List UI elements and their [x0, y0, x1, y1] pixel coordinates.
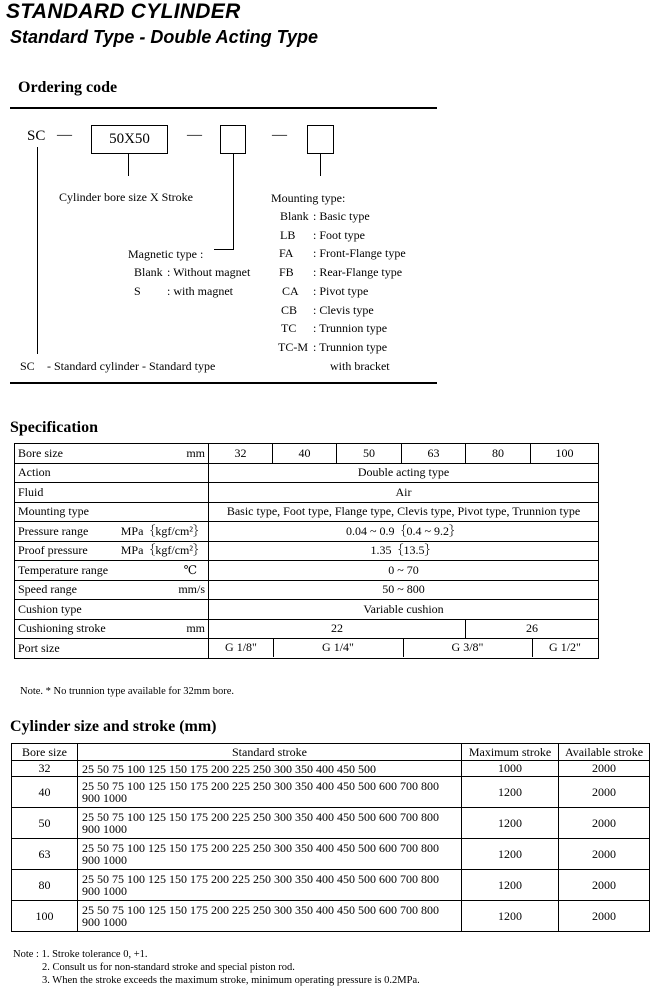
ordering-bottom-rule [10, 382, 437, 384]
bore-value: 80 [466, 444, 531, 464]
spec-row-cushioning [15, 619, 599, 639]
spec-value: G 1/2" [549, 640, 581, 655]
mounting-code: CB [281, 303, 298, 317]
mounting-code: TC [281, 321, 297, 335]
spec-value: Basic type, Foot type, Flange type, Clevis type, Pivot type, Trunnion type [209, 502, 599, 522]
bore-leader-line [128, 154, 129, 176]
spec-value: G 1/8" [225, 640, 257, 655]
mounting-desc: : Rear-Flange type [313, 265, 403, 279]
max-stroke-cell: 1000 [462, 761, 559, 777]
available-stroke-cell: 2000 [559, 777, 650, 808]
stroke-table [11, 743, 650, 932]
spec-label: Mounting type [15, 502, 209, 522]
mounting-title: Mounting type: [271, 191, 346, 205]
stroke-note: 3. When the stroke exceeds the maximum stroke, minimum operating pressure is 0.2MPa. [42, 975, 420, 986]
spec-value: 50 ~ 800 [209, 580, 599, 600]
bore-stroke-label: Cylinder bore size X Stroke [59, 190, 193, 204]
magnetic-code: Blank [134, 265, 163, 279]
spec-value: Double acting type [209, 463, 599, 483]
port-size-cells [209, 639, 598, 657]
column-header: Standard stroke [78, 744, 462, 761]
spec-value: G 1/4" [322, 640, 354, 655]
spec-label: Cushioning stroke mm [15, 619, 209, 639]
spec-row-bore [15, 444, 599, 464]
mounting-code: CA [282, 284, 299, 298]
stroke-note: 2. Consult us for non-standard stroke and special piston rod. [42, 962, 295, 973]
sc-leader-line [37, 147, 38, 354]
stroke-header-row [12, 744, 650, 761]
bore-value: 32 [209, 444, 273, 464]
magnetic-code: S [134, 284, 141, 298]
stroke-heading: Cylinder size and stroke (mm) [10, 718, 217, 735]
spec-row-fluid [15, 483, 599, 503]
mounting-desc: : Foot type [313, 228, 366, 242]
stroke-note: Note : 1. Stroke tolerance 0, +1. [13, 949, 148, 960]
spec-value: 0 ~ 70 [209, 561, 599, 581]
table-row [12, 808, 650, 839]
available-stroke-cell: 2000 [559, 870, 650, 901]
standard-stroke-cell: 25 50 75 100 125 150 175 200 225 250 300 350 400 450 500 600 700 800 900 1000 [78, 901, 462, 932]
ordering-dash-1: — [57, 127, 72, 143]
max-stroke-cell: 1200 [462, 839, 559, 870]
spec-row-cushion [15, 600, 599, 620]
spec-row-pressure [15, 522, 599, 542]
spec-label: Cushion type [15, 600, 209, 620]
bore-value: 63 [402, 444, 466, 464]
table-row [12, 870, 650, 901]
table-row [12, 777, 650, 808]
spec-value: 1.35｛13.5｝ [209, 541, 599, 561]
spec-label: Bore size mm [15, 444, 209, 464]
mounting-leader-line [320, 154, 321, 176]
mounting-desc: : Trunnion type [313, 321, 388, 335]
column-header: Bore size [12, 744, 78, 761]
ordering-dash-3: — [272, 127, 287, 143]
magnetic-leader-tick [214, 249, 234, 250]
available-stroke-cell: 2000 [559, 839, 650, 870]
magnetic-desc: : with magnet [167, 284, 233, 298]
spec-value: 0.04 ~ 0.9｛0.4 ~ 9.2｝ [209, 522, 599, 542]
mounting-desc: : Pivot type [313, 284, 369, 298]
spec-row-speed [15, 580, 599, 600]
spec-label: Fluid [15, 483, 209, 503]
max-stroke-cell: 1200 [462, 870, 559, 901]
mounting-code: Blank [280, 209, 309, 223]
magnetic-type-box [220, 125, 246, 154]
specification-heading: Specification [10, 419, 98, 436]
max-stroke-cell: 1200 [462, 901, 559, 932]
spec-row-mounting [15, 502, 599, 522]
spec-label: Port size [15, 639, 209, 659]
spec-value: 26 [466, 619, 599, 639]
spec-row-action [15, 463, 599, 483]
specification-note: Note. * No trunnion type available for 32mm bore. [20, 686, 235, 697]
sc-code: SC [20, 359, 35, 373]
spec-value: 22 [209, 619, 466, 639]
standard-stroke-cell: 25 50 75 100 125 150 175 200 225 250 300 350 400 450 500 600 700 800 900 1000 [78, 777, 462, 808]
mounting-desc: : Trunnion type [313, 340, 388, 354]
ordering-prefix: SC [27, 128, 46, 144]
available-stroke-cell: 2000 [559, 761, 650, 777]
mounting-code: FA [279, 246, 294, 260]
spec-label: Proof pressure MPa｛kgf/cm²｝ [15, 541, 209, 561]
max-stroke-cell: 1200 [462, 808, 559, 839]
mounting-desc: : Clevis type [313, 303, 374, 317]
bore-value: 100 [531, 444, 599, 464]
table-row [12, 901, 650, 932]
mounting-desc: : Front-Flange type [313, 246, 406, 260]
ordering-top-rule [10, 107, 437, 109]
bore-stroke-box [91, 125, 168, 154]
mounting-desc-tail: with bracket [330, 359, 390, 373]
bore-cell: 100 [12, 901, 78, 932]
column-header: Available stroke [559, 744, 650, 761]
mounting-desc: : Basic type [313, 209, 370, 223]
bore-value: 50 [337, 444, 402, 464]
spec-label: Temperature range ℃ [15, 561, 209, 581]
bore-value: 40 [273, 444, 337, 464]
spec-row-port [15, 639, 599, 659]
standard-stroke-cell: 25 50 75 100 125 150 175 200 225 250 300 350 400 450 500 600 700 800 900 1000 [78, 870, 462, 901]
mounting-code: TC-M [278, 340, 308, 354]
standard-stroke-cell: 25 50 75 100 125 150 175 200 225 250 300 350 400 450 500 [78, 761, 462, 777]
sc-description: - Standard cylinder - Standard type [47, 359, 216, 373]
spec-label: Pressure range MPa｛kgf/cm²｝ [15, 522, 209, 542]
page-subtitle: Standard Type - Double Acting Type [10, 27, 319, 47]
magnetic-leader-line [233, 154, 234, 249]
spec-row-temperature [15, 561, 599, 581]
magnetic-title: Magnetic type : [128, 247, 204, 261]
mounting-code: FB [279, 265, 294, 279]
table-row [12, 839, 650, 870]
spec-value: G 3/8" [451, 640, 484, 655]
available-stroke-cell: 2000 [559, 808, 650, 839]
spec-value: Air [209, 483, 599, 503]
page-title: STANDARD CYLINDER [6, 0, 241, 23]
bore-cell: 80 [12, 870, 78, 901]
max-stroke-cell: 1200 [462, 777, 559, 808]
bore-cell: 50 [12, 808, 78, 839]
bore-cell: 32 [12, 761, 78, 777]
mounting-type-box [307, 125, 334, 154]
magnetic-desc: : Without magnet [167, 265, 251, 279]
bore-cell: 63 [12, 839, 78, 870]
table-row [12, 761, 650, 777]
specification-table [14, 443, 599, 659]
bore-stroke-value: 50X50 [109, 131, 150, 147]
spec-value: Variable cushion [209, 600, 599, 620]
ordering-dash-2: — [187, 127, 202, 143]
available-stroke-cell: 2000 [559, 901, 650, 932]
standard-stroke-cell: 25 50 75 100 125 150 175 200 225 250 300 350 400 450 500 600 700 800 900 1000 [78, 839, 462, 870]
column-header: Maximum stroke [462, 744, 559, 761]
mounting-code: LB [280, 228, 296, 242]
ordering-code-heading: Ordering code [18, 79, 118, 96]
spec-label: Speed range mm/s [15, 580, 209, 600]
bore-cell: 40 [12, 777, 78, 808]
spec-label: Action [15, 463, 209, 483]
spec-row-proof [15, 541, 599, 561]
standard-stroke-cell: 25 50 75 100 125 150 175 200 225 250 300 350 400 450 500 600 700 800 900 1000 [78, 808, 462, 839]
